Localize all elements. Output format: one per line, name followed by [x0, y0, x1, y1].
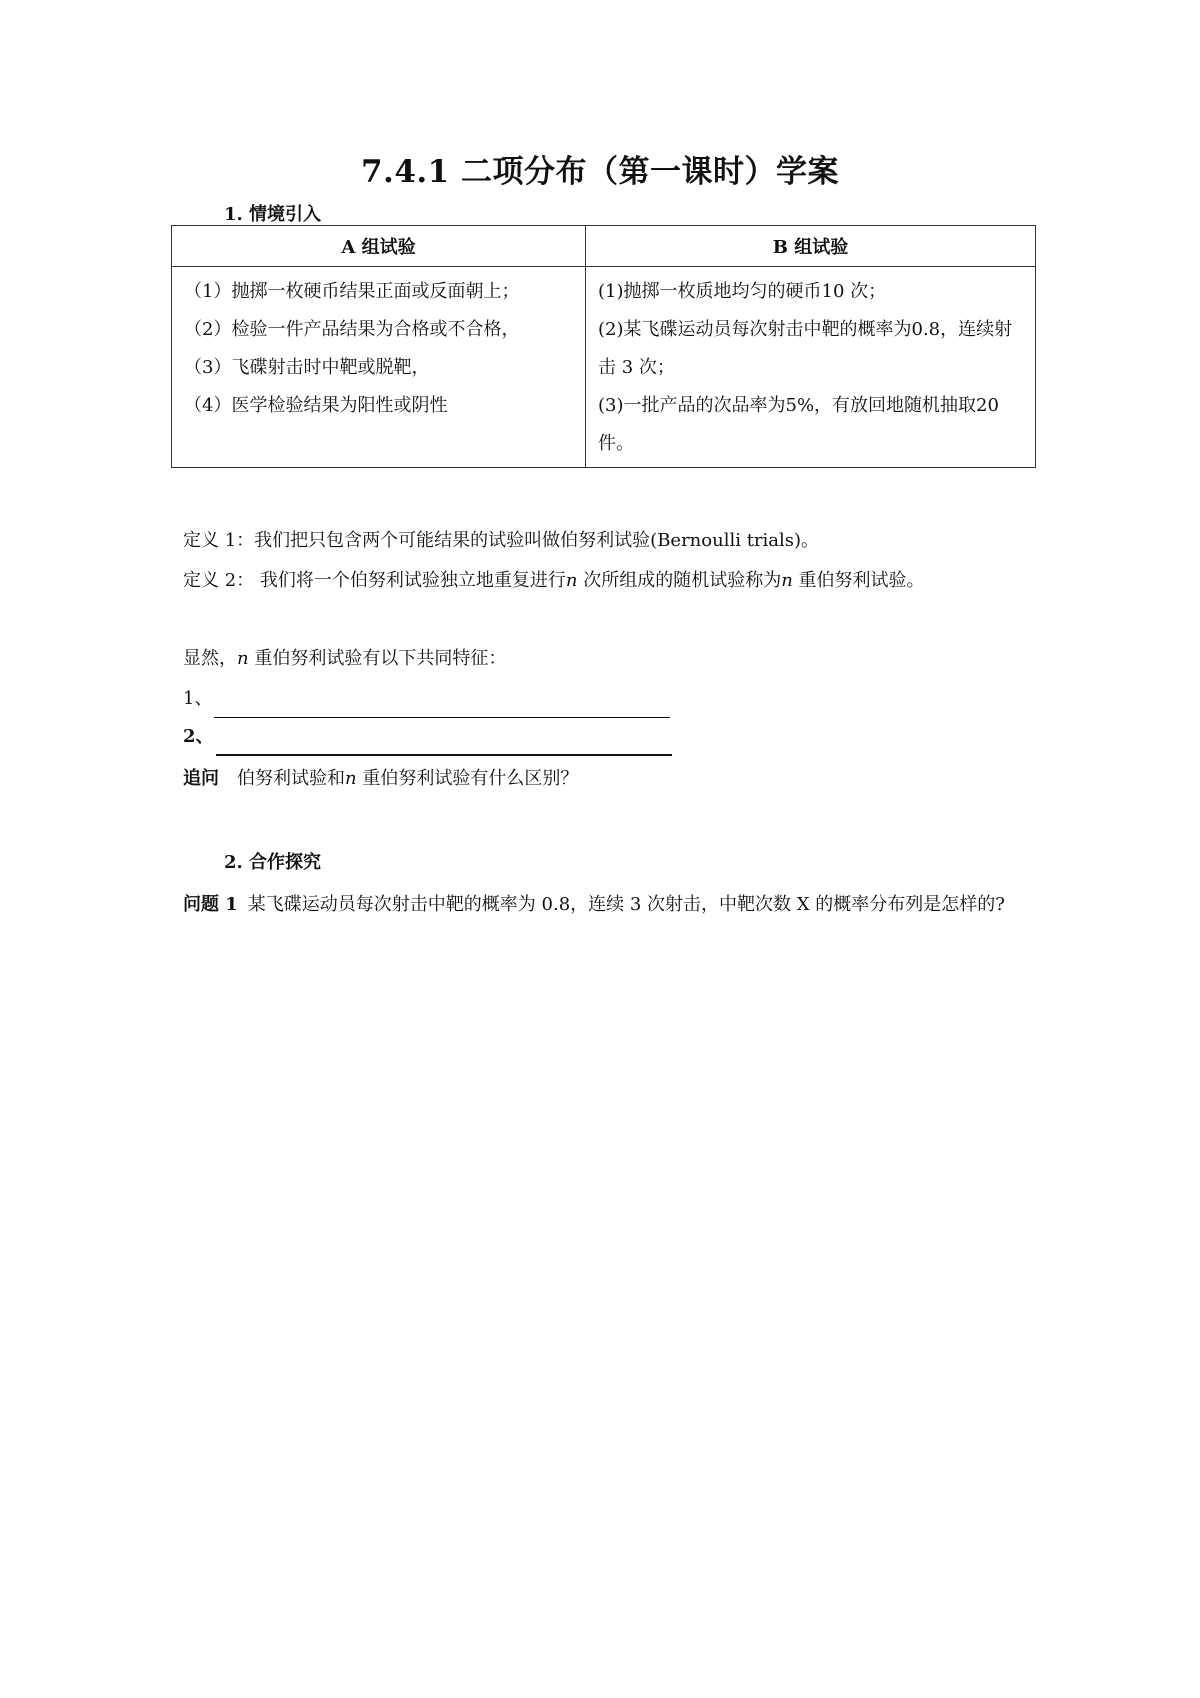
observation-line [183, 640, 1023, 678]
variable-n: n [781, 570, 793, 591]
blank-underline[interactable] [214, 691, 670, 718]
header-group-a: A 组试验 [172, 226, 586, 267]
table-header-row [172, 226, 1036, 267]
group-a-cell [172, 267, 586, 468]
definition-2-suffix: 重伯努利试验。 [792, 570, 925, 591]
definition-2 [183, 562, 1023, 600]
group-a-list [184, 273, 575, 425]
header-group-b: B 组试验 [586, 226, 1036, 267]
definition-1: 定义 1：我们把只包含两个可能结果的试验叫做伯努利试验(Bernoulli trials)。 [183, 530, 820, 551]
table-row [172, 267, 1036, 468]
list-item: (1)抛掷一枚质地均匀的硬币10 次； [598, 281, 887, 302]
variable-n: n [237, 648, 249, 669]
followup-question [183, 760, 1023, 798]
observation-prefix: 显然， [183, 648, 237, 669]
group-b-list [598, 273, 1025, 463]
definition-2-prefix: 定义 2： 我们将一个伯努利试验独立地重复进行 [183, 570, 566, 591]
answer-blank-2[interactable] [183, 718, 672, 756]
list-item: （1）抛掷一枚硬币结果正面或反面朝上； [184, 281, 520, 302]
list-item: （3）飞碟射击时中靶或脱靶， [184, 357, 430, 378]
list-item: (3)一批产品的次品率为5%，有放回地随机抽取20 件。 [598, 395, 999, 454]
section-heading-exploration: 2. 合作探究 [224, 852, 322, 873]
blank-underline[interactable] [216, 728, 672, 756]
answer-blank-1[interactable] [183, 680, 670, 718]
page-title: 7.4.1 二项分布（第一课时）学案 [360, 154, 840, 190]
variable-n: n [565, 570, 578, 591]
problem-1 [183, 886, 1023, 924]
followup-suffix: 重伯努利试验有什么区别？ [356, 768, 579, 789]
followup-label: 追问 [183, 768, 219, 789]
list-item: （2）检验一件产品结果为合格或不合格， [184, 319, 520, 340]
problem-text: 某飞碟运动员每次射击中靶的概率为 0.8，连续 3 次射击，中靶次数 X 的概率分布列是怎样的? [247, 894, 1005, 915]
comparison-table [171, 225, 1036, 468]
followup-prefix: 伯努利试验和 [237, 768, 345, 789]
blank-number: 1、 [183, 688, 213, 709]
section-heading-scenario: 1. 情境引入 [224, 204, 322, 225]
definition-2-middle: 次所组成的随机试验称为 [577, 570, 782, 591]
list-item: (2)某飞碟运动员每次射击中靶的概率为0.8，连续射击 3 次； [598, 319, 1013, 378]
variable-n: n [345, 768, 357, 789]
blank-number: 2、 [183, 726, 214, 747]
group-b-cell [586, 267, 1036, 468]
observation-suffix: 重伯努利试验有以下共同特征： [248, 648, 507, 669]
problem-label: 问题 1 [183, 894, 238, 915]
list-item: （4）医学检验结果为阳性或阴性 [184, 395, 448, 416]
